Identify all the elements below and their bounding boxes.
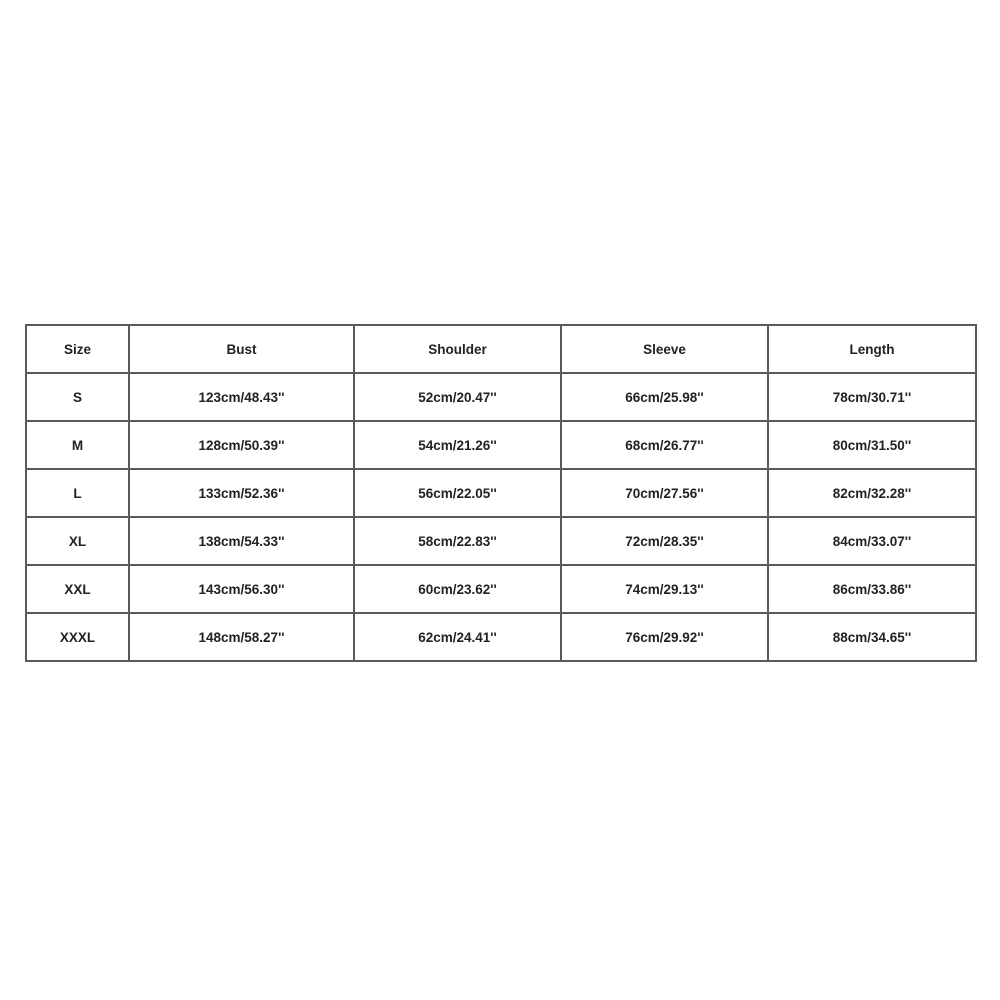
table-row bbox=[26, 565, 976, 613]
shoulder-cell: 56cm/22.05'' bbox=[354, 469, 561, 517]
size-cell: XXL bbox=[26, 565, 129, 613]
sleeve-cell: 66cm/25.98'' bbox=[561, 373, 768, 421]
sleeve-cell: 72cm/28.35'' bbox=[561, 517, 768, 565]
size-cell: XL bbox=[26, 517, 129, 565]
bust-cell: 128cm/50.39'' bbox=[129, 421, 354, 469]
length-cell: 78cm/30.71'' bbox=[768, 373, 976, 421]
sleeve-cell: 76cm/29.92'' bbox=[561, 613, 768, 661]
size-cell: S bbox=[26, 373, 129, 421]
bust-cell: 143cm/56.30'' bbox=[129, 565, 354, 613]
sleeve-cell: 70cm/27.56'' bbox=[561, 469, 768, 517]
table-row bbox=[26, 517, 976, 565]
length-cell: 88cm/34.65'' bbox=[768, 613, 976, 661]
bust-cell: 133cm/52.36'' bbox=[129, 469, 354, 517]
shoulder-cell: 52cm/20.47'' bbox=[354, 373, 561, 421]
header-bust: Bust bbox=[129, 325, 354, 373]
shoulder-cell: 62cm/24.41'' bbox=[354, 613, 561, 661]
table-header-row bbox=[26, 325, 976, 373]
size-cell: XXXL bbox=[26, 613, 129, 661]
size-cell: L bbox=[26, 469, 129, 517]
header-sleeve: Sleeve bbox=[561, 325, 768, 373]
header-shoulder: Shoulder bbox=[354, 325, 561, 373]
length-cell: 82cm/32.28'' bbox=[768, 469, 976, 517]
shoulder-cell: 58cm/22.83'' bbox=[354, 517, 561, 565]
table-row bbox=[26, 421, 976, 469]
header-length: Length bbox=[768, 325, 976, 373]
shoulder-cell: 60cm/23.62'' bbox=[354, 565, 561, 613]
table-row bbox=[26, 469, 976, 517]
sleeve-cell: 74cm/29.13'' bbox=[561, 565, 768, 613]
length-cell: 84cm/33.07'' bbox=[768, 517, 976, 565]
bust-cell: 138cm/54.33'' bbox=[129, 517, 354, 565]
table-row bbox=[26, 373, 976, 421]
shoulder-cell: 54cm/21.26'' bbox=[354, 421, 561, 469]
header-size: Size bbox=[26, 325, 129, 373]
length-cell: 86cm/33.86'' bbox=[768, 565, 976, 613]
length-cell: 80cm/31.50'' bbox=[768, 421, 976, 469]
table-row bbox=[26, 613, 976, 661]
bust-cell: 123cm/48.43'' bbox=[129, 373, 354, 421]
sleeve-cell: 68cm/26.77'' bbox=[561, 421, 768, 469]
size-cell: M bbox=[26, 421, 129, 469]
size-chart-table bbox=[25, 324, 977, 662]
bust-cell: 148cm/58.27'' bbox=[129, 613, 354, 661]
